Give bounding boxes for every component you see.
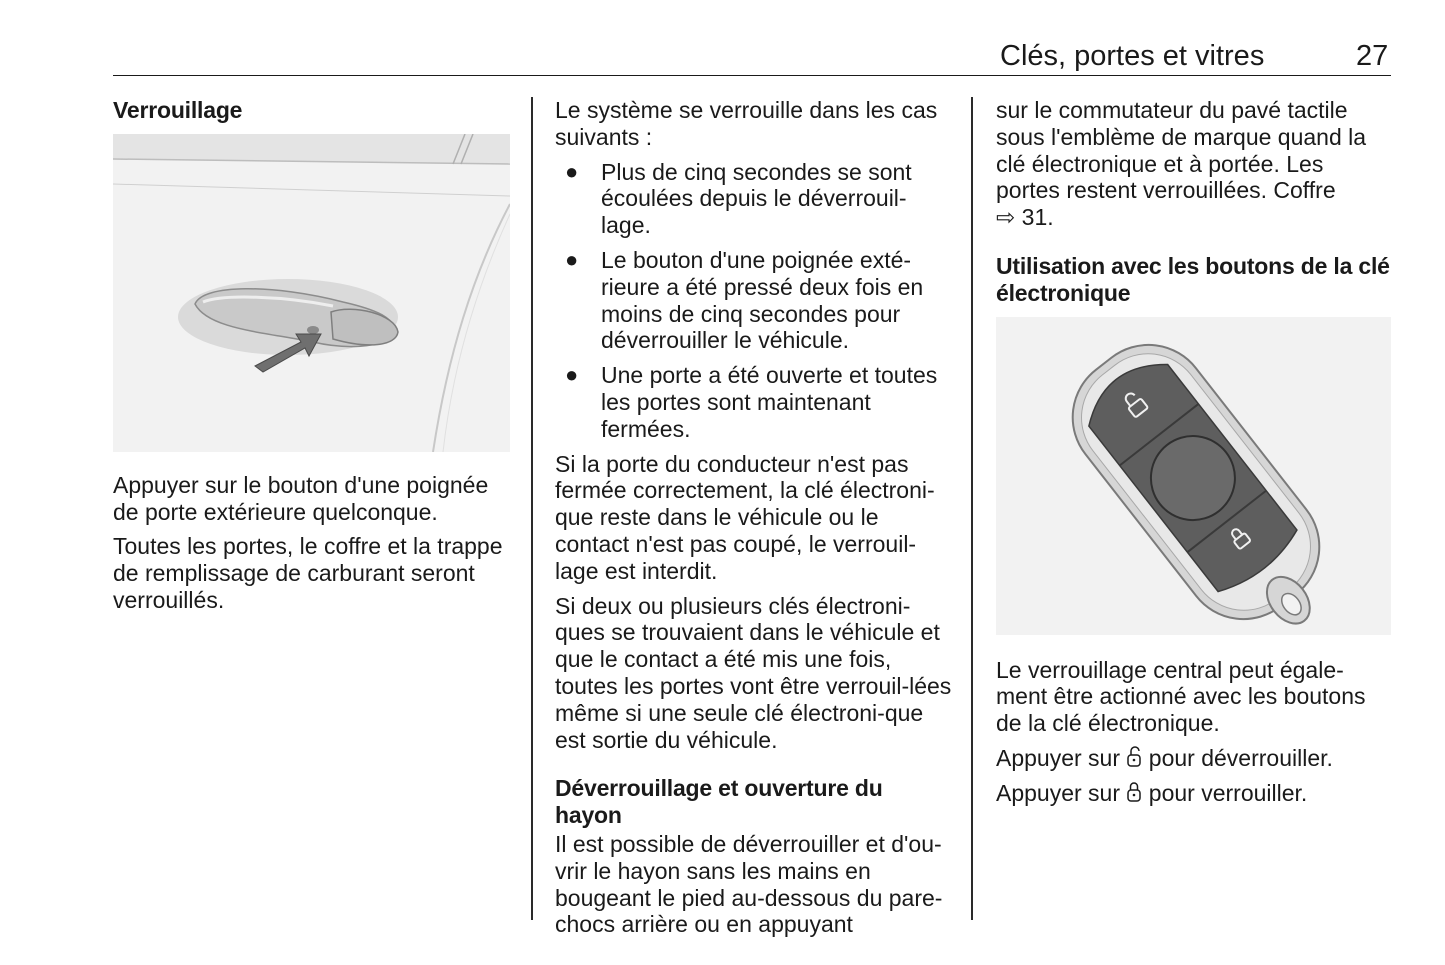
col1-paragraph-2: Toutes les portes, le coffre et la trappe de remplissage de carburant seront verrouillés. [113, 533, 503, 613]
list-item: ● Le bouton d'une poignée exté-rieure a été pressé deux fois en moins de cinq secondes pour déverrouiller le véhicule. [565, 246, 924, 354]
unlock-icon [1126, 746, 1142, 768]
lock-icon [1126, 781, 1142, 803]
col1-paragraph-1: Appuyer sur le bouton d'une poignée de porte extérieure quelconque. [113, 471, 489, 525]
page-reference[interactable]: 31. [1021, 204, 1054, 231]
col3-paragraph-2: Le verrouillage central peut égale-ment être actionné avec les boutons de la clé électronique. [996, 656, 1366, 737]
column-2 [555, 97, 955, 946]
header-rule [113, 75, 1391, 76]
column-3 [996, 97, 1391, 815]
column-divider-1 [531, 97, 533, 920]
col2-intro: Le système se verrouille dans les cas suivants : [555, 97, 938, 150]
section-heading-hayon: Déverrouillage et ouverture du hayon [555, 775, 883, 829]
column-divider-2 [971, 97, 973, 920]
list-item: ● Plus de cinq secondes se sont écoulées depuis le déverrouil-lage. [565, 158, 912, 239]
unlock-instruction: Appuyer sur pour déverrouiller. [996, 744, 1333, 771]
section-heading-verrouillage: Verrouillage [113, 97, 243, 123]
key-fob-figure [996, 317, 1391, 635]
bullet-icon: ● [565, 246, 579, 272]
page-number: 27 [1356, 40, 1389, 72]
list-item: ● Une porte a été ouverte et toutes les portes sont maintenant fermées. [565, 362, 938, 442]
lock-instruction: Appuyer sur pour verrouiller. [996, 779, 1308, 806]
col3-paragraph-1: sur le commutateur du pavé tactile sous l'emblème de marque quand la clé électronique et à portée. Les portes restent verrouillées. Coffre ⇨ 31. [996, 97, 1367, 231]
bullet-icon: ● [565, 158, 579, 184]
page-reference-icon: ⇨ [996, 204, 1016, 231]
chapter-title: Clés, portes et vitres [1000, 40, 1265, 72]
col2-paragraph-1: Si la porte du conducteur n'est pas fermée correctement, la clé électroni-que reste dans le véhicule ou le contact n'est pas coupé, le verrouil-lage est interdit. [555, 450, 935, 584]
lock-conditions-list [555, 159, 955, 443]
bullet-icon: ● [565, 362, 579, 388]
col2-paragraph-3: Il est possible de déverrouiller et d'ou-vrir le hayon sans les mains en bougeant le pied au-dessous du pare-chocs arrière ou en appuyant [555, 830, 943, 938]
door-handle-figure [113, 134, 510, 452]
col2-paragraph-2: Si deux ou plusieurs clés électroni-ques se trouvaient dans le véhicule et que le contact a été mis une fois, toutes les portes vont être verrouil-lées même si une seule clé électroni-que est sortie du véhicule. [555, 592, 952, 753]
section-heading-cle: Utilisation avec les boutons de la clé électronique [996, 252, 1390, 306]
column-1 [113, 97, 513, 622]
